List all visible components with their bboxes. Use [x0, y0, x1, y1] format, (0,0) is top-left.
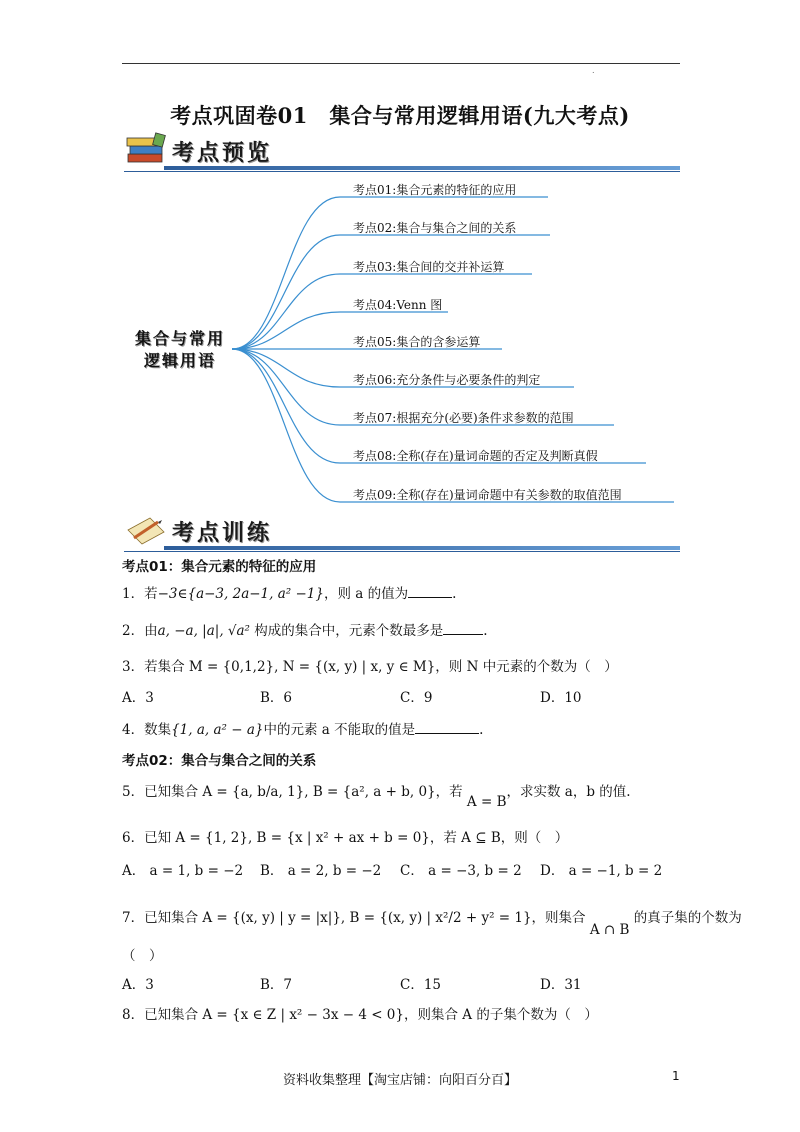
- mindmap-center: [128, 328, 232, 372]
- mindmap-branch: 考点01:集合元素的特征的应用: [353, 183, 517, 197]
- question-5-condition: A = B: [466, 794, 507, 810]
- question-1-math: −3∈{a−3, 2a−1, a² −1}: [157, 586, 324, 602]
- question-7-option-a: A．3: [122, 977, 154, 993]
- question-7-option-b: B．7: [260, 977, 293, 993]
- question-7-condition: A ∩ B: [589, 922, 630, 938]
- question-7-option-d: D．31: [540, 977, 582, 993]
- mindmap-branch: 考点07:根据充分(必要)条件求参数的范围: [353, 411, 574, 425]
- question-3-option-c: C．9: [400, 690, 433, 706]
- answer-blank: [408, 585, 452, 598]
- question-6: 6．已知 A = {1, 2}, B = {x | x² + ax + b = 0}，若 A ⊆ B，则（ ）: [122, 830, 569, 846]
- mindmap-branch: 考点08:全称(存在)量词命题的否定及判断真假: [353, 449, 598, 463]
- question-2-math: a, −a, |a|, √a²: [157, 623, 250, 639]
- answer-blank: [443, 622, 483, 635]
- mindmap-branch: 考点03:集合间的交并补运算: [353, 260, 505, 274]
- answer-blank: [415, 721, 479, 734]
- mindmap-branch: 考点09:全称(存在)量词命题中有关参数的取值范围: [353, 488, 622, 502]
- question-1-pre: 1．若: [122, 586, 158, 602]
- mindmap-branch: 考点04:Venn 图: [353, 298, 443, 312]
- header-mark: .: [592, 66, 595, 75]
- training-banner: [124, 512, 680, 552]
- question-2-pre: 2．由: [122, 623, 158, 639]
- preview-banner-label: 考点预览: [172, 141, 273, 166]
- question-6-option-c: C． a = −3, b = 2: [400, 863, 522, 879]
- question-3-option-d: D．10: [540, 690, 582, 706]
- mindmap-branch: 考点06:充分条件与必要条件的判定: [353, 373, 541, 387]
- question-7-paren: （ ）: [122, 948, 163, 964]
- question-5: [122, 780, 631, 810]
- mindmap-connector: [232, 235, 550, 349]
- page-number: 1: [672, 1069, 680, 1083]
- question-1-post: ，则 a 的值为: [323, 586, 409, 602]
- mindmap-branch: 考点05:集合的含参运算: [353, 335, 481, 349]
- banner-bar: [164, 546, 680, 550]
- question-3-option-b: B．6: [260, 690, 293, 706]
- mindmap-branch: 考点02:集合与集合之间的关系: [353, 221, 517, 235]
- page-title: 考点巩固卷01 集合与常用逻辑用语(九大考点): [170, 103, 630, 128]
- banner-underline: [124, 551, 680, 552]
- section-heading-01: 考点01：集合元素的特征的应用: [122, 559, 317, 575]
- question-6-option-b: B． a = 2, b = −2: [260, 863, 382, 879]
- mindmap-connector: [232, 349, 646, 463]
- question-4-post: 中的元素 a 不能取的值是: [263, 722, 416, 738]
- question-6-option-d: D． a = −1, b = 2: [540, 863, 663, 879]
- question-7-post: 的真子集的个数为: [629, 910, 742, 926]
- question-2: 2．由a, −a, |a|, √a² 构成的集合中，元素个数最多是 .: [122, 623, 488, 639]
- training-banner-label: 考点训练: [172, 521, 273, 546]
- question-6-option-a: A． a = 1, b = −2: [122, 863, 244, 879]
- question-7-option-c: C．15: [400, 977, 442, 993]
- question-4-pre: 4．数集: [122, 722, 172, 738]
- question-7: [122, 906, 742, 938]
- question-3-option-a: A．3: [122, 690, 154, 706]
- question-5-post: ，求实数 a，b 的值.: [506, 784, 631, 800]
- question-7-text: 7．已知集合 A = {(x, y) | y = |x|}, B = {(x, y) | x²/2 + y² = 1}，则集合: [122, 910, 586, 926]
- question-3: 3．若集合 M = {0,1,2}, N = {(x, y) | x, y ∈ M}，则 N 中元素的个数为（ ）: [122, 659, 618, 675]
- footer-text: 资料收集整理【淘宝店铺：向阳百分百】: [282, 1073, 517, 1088]
- question-2-post: 构成的集合中，元素个数最多是: [249, 623, 444, 639]
- question-8: 8．已知集合 A = {x ∈ Z | x² − 3x − 4 < 0}，则集合 A 的子集个数为（ ）: [122, 1007, 598, 1023]
- mindmap-center-line2: 逻辑用语: [143, 351, 216, 370]
- pencil-note-icon: [124, 512, 168, 548]
- question-5-text: 5．已知集合 A = {a, b/a, 1}, B = {a², a + b, 0}，若: [122, 784, 463, 800]
- section-heading-02: 考点02：集合与集合之间的关系: [122, 753, 317, 769]
- mindmap-center-line1: 集合与常用: [134, 329, 225, 348]
- question-4: 4．数集{1, a, a² − a}中的元素 a 不能取的值是 .: [122, 722, 484, 738]
- question-4-math: {1, a, a² − a}: [171, 722, 264, 738]
- question-1: 1．若−3∈{a−3, 2a−1, a² −1}，则 a 的值为 .: [122, 586, 457, 602]
